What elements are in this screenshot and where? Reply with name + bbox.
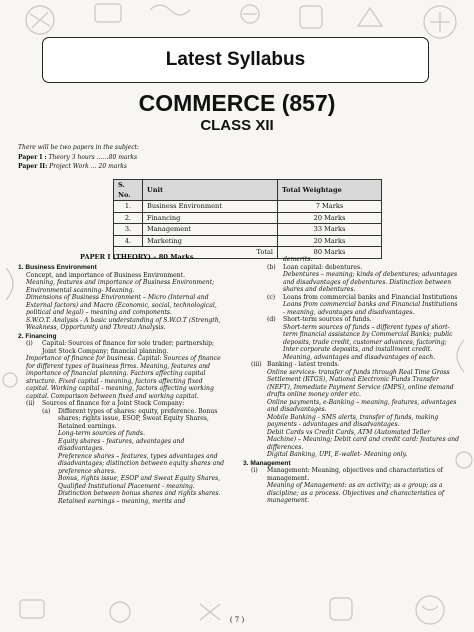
paper2-text: Project Work … 20 marks	[47, 163, 127, 171]
topic: Capital: Sources of finance for sole trader; partnership; Joint Stock Company; financial planning.	[42, 340, 215, 355]
total-value: 80 Marks	[278, 247, 382, 259]
table-row	[114, 201, 382, 213]
topic: Concept, and importance of Business Environment.	[26, 271, 186, 279]
topic: Banking - latest trends.	[267, 361, 340, 368]
subject-title: COMMERCE (857)	[138, 90, 336, 116]
item-number: (i)	[251, 467, 258, 474]
topic-detail: Equity shares - features, advantages and disadvantages.	[58, 437, 185, 452]
intro-line: There will be two papers in the subject:	[18, 144, 139, 151]
cell-unit: Financing	[143, 212, 278, 224]
cell-weightage: 20 Marks	[278, 235, 382, 247]
cell-unit: Business Environment	[143, 201, 278, 213]
item-number: (iii)	[251, 361, 262, 368]
cell-weightage: 33 Marks	[278, 224, 382, 236]
item-number: (b)	[267, 263, 276, 271]
topic-detail: Digital Banking, UPI, E-wallet- Meaning only.	[267, 451, 408, 458]
topic-detail: Debit Cards vs Credit Cards, ATM (Automated Teller Machine) – Meaning; Debit card and credit card: features and differences.	[267, 428, 460, 451]
section-title: 2. Financing	[18, 332, 57, 340]
topic-detail: Meaning of Management: as an activity; as a group; as a discipline; as a process. Objectives and characteristics of management.	[267, 482, 445, 504]
topic-detail: demerits.	[283, 256, 313, 263]
table-header-row	[114, 180, 382, 201]
section-title: 1. Business Environment	[18, 264, 97, 271]
topic-detail: Importance of finance for business. Capital: Sources of finance for different types of business firms. Meaning, features and importance of financial planning. Factors affecting capital structure. Fixed capital - meaning, factors affecting fixed capital. Working capital - meaning, factors affecting working capital. Comparison between fixed and working capital.	[26, 355, 221, 400]
class-title: CLASS XII	[200, 117, 274, 134]
item-number: (d)	[267, 316, 276, 323]
table-row	[114, 235, 382, 247]
topic-detail: Meaning, features and importance of Business Environment; Environmental scanning- Meaning.	[26, 279, 215, 294]
topic-detail: Dimensions of Business Environment – Micro (Internal and External factors) and Macro (Economic, social, technological, political and legal) – meaning and components.	[26, 294, 217, 316]
header-sno: S. No.	[114, 180, 143, 201]
item-number: (i)	[26, 340, 33, 347]
cell-unit: Management	[143, 224, 278, 236]
topic-detail: Online services- transfer of funds through Real Time Gross Settlement (RTGS), National Electronic Funds Transfer (NEFT), Immediate Payment Service (IMPS), online demand drafts online money order etc.	[267, 368, 454, 398]
table-row	[114, 224, 382, 236]
topic: Different types of shares: equity, preference. Bonus shares; rights issue, ESOP, Sweat Equity Shares, Retained earnings.	[58, 407, 218, 430]
right-column	[243, 256, 459, 505]
left-column	[18, 263, 226, 505]
paper-intro	[18, 143, 318, 172]
weightage-table	[113, 179, 382, 259]
topic-detail: Preference shares – features, types advantages and disadvantages; distinction between equity shares and preference shares.	[58, 452, 225, 475]
cell-sno: 1.	[114, 201, 143, 213]
topic-detail: Online payments, e-Banking – meaning, features, advantages and disadvantages.	[267, 398, 457, 413]
item-number: (a)	[42, 407, 51, 415]
table-row	[114, 212, 382, 224]
topic: Management: Meaning, objectives and characteristics of management.	[267, 467, 443, 482]
header-weightage: Total Weightage	[278, 180, 382, 201]
cell-unit: Marketing	[143, 235, 278, 247]
topic-detail: Short-term sources of funds – different types of short-term financial assistance by Commercial Banks; public deposits, trade credit, customer advances, factoring; Inter corporate deposits, and installment credit. Meaning, advantages and disadvantages of each.	[283, 323, 453, 361]
topic: Loans from commercial banks and Financial Institutions	[283, 293, 458, 301]
topic-detail: Retained earnings – meaning, merits and	[58, 497, 186, 505]
topic-detail: S.W.O.T. Analysis - A basic understanding of S.W.O.T (Strength, Weakness, Opportunity and Threat) Analysis.	[26, 316, 221, 331]
section-title: 3. Management	[243, 459, 291, 467]
topic: Short-term sources of funds.	[283, 316, 372, 323]
cell-sno: 2.	[114, 212, 143, 224]
topic-detail: Loans from commercial banks and Financial Institutions - meaning, advantages and disadvantages.	[283, 301, 458, 316]
paper1-text: Theory 3 hours ……80 marks	[46, 153, 138, 161]
topic-detail: Bonus, rights issue, ESOP and Sweat Equity Shares, Qualified Institutional Placement - meaning. Distinction between bonus shares and rights shares.	[58, 475, 221, 497]
cell-weightage: 7 Marks	[278, 201, 382, 213]
topic-detail: Mobile Banking - SMS alerts, transfer of funds, making payments - advantages and disadvantages.	[267, 413, 439, 428]
paper1-label: Paper I :	[18, 153, 47, 161]
paper2-label: Paper II:	[18, 163, 48, 171]
topic: Sources of finance for a Joint Stock Company:	[42, 400, 185, 407]
cell-sno: 3.	[114, 224, 143, 236]
total-label: Total	[114, 247, 278, 259]
page-number: ( 7 )	[229, 616, 245, 624]
cell-weightage: 20 Marks	[278, 212, 382, 224]
header-unit: Unit	[143, 180, 278, 201]
item-number: (ii)	[26, 400, 35, 407]
paper-heading: PAPER I (THEORY) – 80 Marks	[80, 253, 194, 261]
topic-detail: Debentures – meaning; kinds of debentures; advantages and disadvantages of debentures. Distinction between shares and debentures.	[283, 271, 458, 293]
topic: Loan capital: debentures.	[283, 263, 363, 271]
cell-sno: 4.	[114, 235, 143, 247]
latest-syllabus-banner: Latest Syllabus	[42, 37, 429, 83]
topic-detail: Long-term sources of funds.	[58, 430, 145, 437]
item-number: (c)	[267, 293, 276, 301]
